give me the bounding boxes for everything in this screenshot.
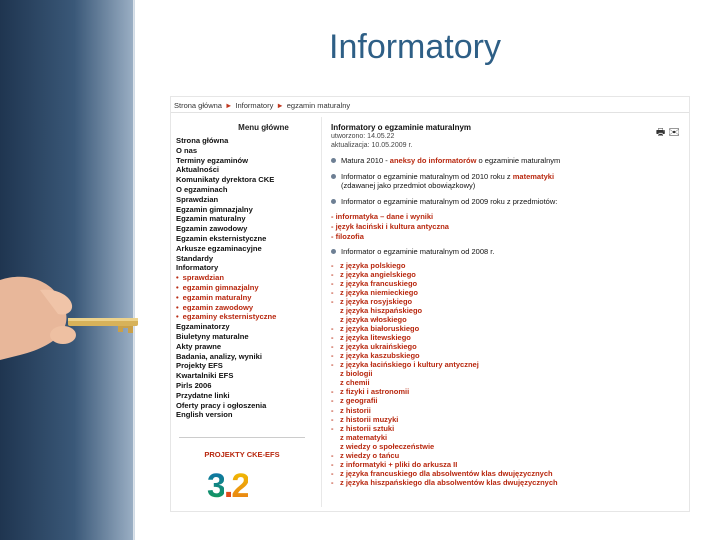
announcement: Informator o egzaminie maturalnym od 2010 roku z matematyki (zdawanej jako przedmiot obowiązkowy) [331, 172, 681, 191]
submenu-label: egzaminy eksternistyczne [182, 312, 277, 322]
list-item-label: z języka ukraińskiego [340, 342, 417, 352]
list-dash: - [331, 387, 334, 397]
menu-item[interactable]: Sprawdzian [176, 194, 219, 204]
announcement: Informator o egzaminie maturalnym od 2008 r. [331, 247, 681, 257]
list-dash: - [331, 269, 334, 279]
menu-header: Menu główne [238, 123, 289, 132]
subject-links [331, 212, 681, 241]
list-item-label: z języka niemieckiego [340, 287, 418, 297]
list-item[interactable] [331, 433, 681, 442]
list-item[interactable] [331, 324, 681, 333]
list-item[interactable] [331, 279, 681, 288]
menu-item[interactable]: Egzamin maturalny [176, 214, 246, 224]
list-dash: - [331, 324, 334, 334]
list-dash: - [331, 405, 334, 415]
list-item-label: z matematyki [340, 432, 388, 442]
list-dash: - [331, 396, 334, 406]
menu-item[interactable]: O egzaminach [176, 184, 228, 194]
hand-with-key-image [0, 260, 150, 370]
submenu-item[interactable] [176, 283, 316, 293]
main-menu [176, 123, 316, 420]
link-filozofia[interactable]: - filozofia [331, 231, 364, 241]
menu-item[interactable]: Kwartalniki EFS [176, 371, 234, 381]
list-dash: - [331, 342, 334, 352]
list-dash: - [331, 423, 334, 433]
list-item[interactable] [331, 406, 681, 415]
main-content [331, 123, 681, 487]
list-item[interactable] [331, 387, 681, 396]
menu-item[interactable]: Pirls 2006 [176, 380, 212, 390]
menu-item[interactable]: O nas [176, 145, 198, 155]
list-item-label: z języka francuskiego dla absolwentów klas dwujęzycznych [340, 468, 553, 478]
menu-item[interactable]: English version [176, 410, 233, 420]
projects-box[interactable] [179, 437, 305, 503]
menu-item[interactable]: Oferty pracy i ogłoszenia [176, 400, 267, 410]
menu-item[interactable]: Terminy egzaminów [176, 155, 249, 165]
menu-item[interactable]: Egzamin eksternistyczne [176, 233, 267, 243]
list-dash: - [331, 287, 334, 297]
list-item[interactable] [331, 369, 681, 378]
list-item[interactable] [331, 306, 681, 315]
breadcrumb-arrow-icon: ► [276, 101, 284, 110]
list-dash: - [331, 468, 334, 478]
list-item-label: z języka hiszpańskiego [340, 305, 423, 315]
list-item-label: z historii sztuki [340, 423, 395, 433]
subject-list [331, 261, 681, 487]
list-item[interactable] [331, 415, 681, 424]
list-item-label: z wiedzy o społeczeństwie [340, 441, 435, 451]
submenu-item[interactable] [176, 273, 316, 283]
menu-item[interactable]: Egzamin gimnazjalny [176, 204, 253, 214]
list-item-label: z fizyki i astronomii [340, 387, 410, 397]
bullet-icon: • [176, 282, 179, 292]
list-item-label: z języka włoskiego [340, 315, 407, 325]
menu-item[interactable]: Egzamin zawodowy [176, 224, 248, 234]
menu-item[interactable]: Egzaminatorzy [176, 322, 230, 332]
submenu-label: egzamin zawodowy [182, 302, 254, 312]
print-icon[interactable]: 🖶 [655, 127, 669, 138]
menu-item[interactable]: Biuletyny maturalne [176, 331, 249, 341]
list-item[interactable] [331, 261, 681, 270]
list-item-label: z historii [340, 405, 371, 415]
list-item[interactable] [331, 288, 681, 297]
list-item[interactable] [331, 424, 681, 433]
list-dash: - [331, 260, 334, 270]
list-item[interactable] [331, 396, 681, 405]
slide-title: Informatory [329, 28, 501, 66]
updated-date: aktualizacja: 10.05.2009 r. [331, 142, 413, 149]
list-dash: - [331, 296, 334, 306]
list-item[interactable] [331, 351, 681, 360]
matematyka-link[interactable]: matematyki [512, 171, 555, 181]
list-item-label: z geografii [340, 396, 378, 406]
breadcrumb-divider [171, 112, 689, 113]
menu-item[interactable]: Badania, analizy, wyniki [176, 351, 262, 361]
list-item[interactable] [331, 270, 681, 279]
list-item[interactable] [331, 342, 681, 351]
list-item[interactable] [331, 478, 681, 487]
list-item-label: z informatyki + pliki do arkusza II [340, 459, 458, 469]
bullet-icon: • [176, 312, 179, 322]
list-item-label: z języka litewskiego [340, 333, 411, 343]
submenu-label: egzamin maturalny [182, 292, 252, 302]
list-item[interactable] [331, 315, 681, 324]
list-dash: - [331, 459, 334, 469]
submenu-item[interactable] [176, 303, 316, 313]
projects-title: PROJEKTY CKE-EFS [204, 450, 280, 459]
list-item[interactable] [331, 451, 681, 460]
column-divider [321, 117, 322, 507]
list-item[interactable] [331, 297, 681, 306]
list-item[interactable] [331, 360, 681, 369]
link-informatyka[interactable]: - informatyka – dane i wyniki [331, 212, 434, 222]
list-dash: - [331, 414, 334, 424]
list-dash: - [331, 351, 334, 361]
email-icon[interactable]: ✉ [668, 127, 683, 138]
list-item-label: z języka angielskiego [340, 269, 416, 279]
submenu-label: egzamin gimnazjalny [182, 282, 259, 292]
bullet-icon: • [176, 302, 179, 312]
list-item-label: z chemii [340, 378, 370, 388]
menu-item-informatory[interactable]: Informatory [176, 263, 219, 273]
bullet-icon: • [176, 292, 179, 302]
website-screenshot [170, 96, 690, 512]
list-item-label: z języka rosyjskiego [340, 296, 413, 306]
list-item[interactable] [331, 442, 681, 451]
breadcrumb-informatory[interactable]: Informatory [235, 101, 274, 110]
breadcrumb [174, 101, 350, 110]
bullet-icon [331, 174, 336, 179]
list-item-label: z języka polskiego [340, 260, 406, 270]
list-dash: - [331, 450, 334, 460]
list-item[interactable] [331, 333, 681, 342]
announcement: Matura 2010 - aneksy do informatorów o egzaminie maturalnym [331, 156, 681, 166]
breadcrumb-arrow-icon: ► [224, 101, 233, 110]
list-item-label: z języka białoruskiego [340, 324, 420, 334]
list-item-label: z wiedzy o tańcu [340, 450, 400, 460]
menu-item[interactable]: Standardy [176, 253, 214, 263]
submenu-label: sprawdzian [182, 273, 225, 283]
link-lacina[interactable]: - język łaciński i kultura antyczna [331, 221, 449, 231]
list-item-label: z biologii [340, 369, 373, 379]
menu-item[interactable]: Aktualności [176, 165, 220, 175]
list-item-label: z języka hiszpańskiego dla absolwentów klas dwujęzycznych [340, 477, 558, 487]
bullet-icon [331, 249, 336, 254]
list-item[interactable] [331, 460, 681, 469]
page-title: Informatory o egzaminie maturalnym [331, 123, 472, 132]
submenu-item[interactable] [176, 293, 316, 303]
menu-item[interactable]: Przydatne linki [176, 390, 230, 400]
aneksy-link[interactable]: aneksy do informatorów [389, 156, 477, 165]
list-item-label: z języka kaszubskiego [340, 351, 420, 361]
submenu-item[interactable] [176, 312, 316, 322]
list-item[interactable] [331, 469, 681, 478]
projects-logo: 3.2 [207, 467, 249, 505]
list-item-label: z języka łacińskiego i kultury antycznej [340, 360, 479, 370]
list-dash: - [331, 333, 334, 343]
list-dash: - [331, 477, 334, 487]
menu-item[interactable]: Akty prawne [176, 341, 222, 351]
menu-item[interactable]: Komunikaty dyrektora CKE [176, 175, 275, 185]
created-date: utworzono: 14.05.22 [331, 133, 395, 140]
list-item[interactable] [331, 378, 681, 387]
menu-item[interactable]: Arkusze egzaminacyjne [176, 243, 262, 253]
list-dash: - [331, 278, 334, 288]
list-item-label: z języka francuskiego [340, 278, 418, 288]
bullet-icon [331, 199, 336, 204]
list-dash: - [331, 360, 334, 370]
announcement: Informator o egzaminie maturalnym od 2009 roku z przedmiotów: [331, 197, 681, 207]
list-item-label: z historii muzyki [340, 414, 399, 424]
breadcrumb-home[interactable]: Strona główna [174, 101, 222, 110]
breadcrumb-current[interactable]: egzamin maturalny [286, 101, 351, 110]
bullet-icon: • [176, 273, 179, 283]
menu-item[interactable]: Projekty EFS [176, 361, 223, 371]
menu-item[interactable]: Strona główna [176, 136, 229, 145]
bullet-icon [331, 158, 336, 163]
